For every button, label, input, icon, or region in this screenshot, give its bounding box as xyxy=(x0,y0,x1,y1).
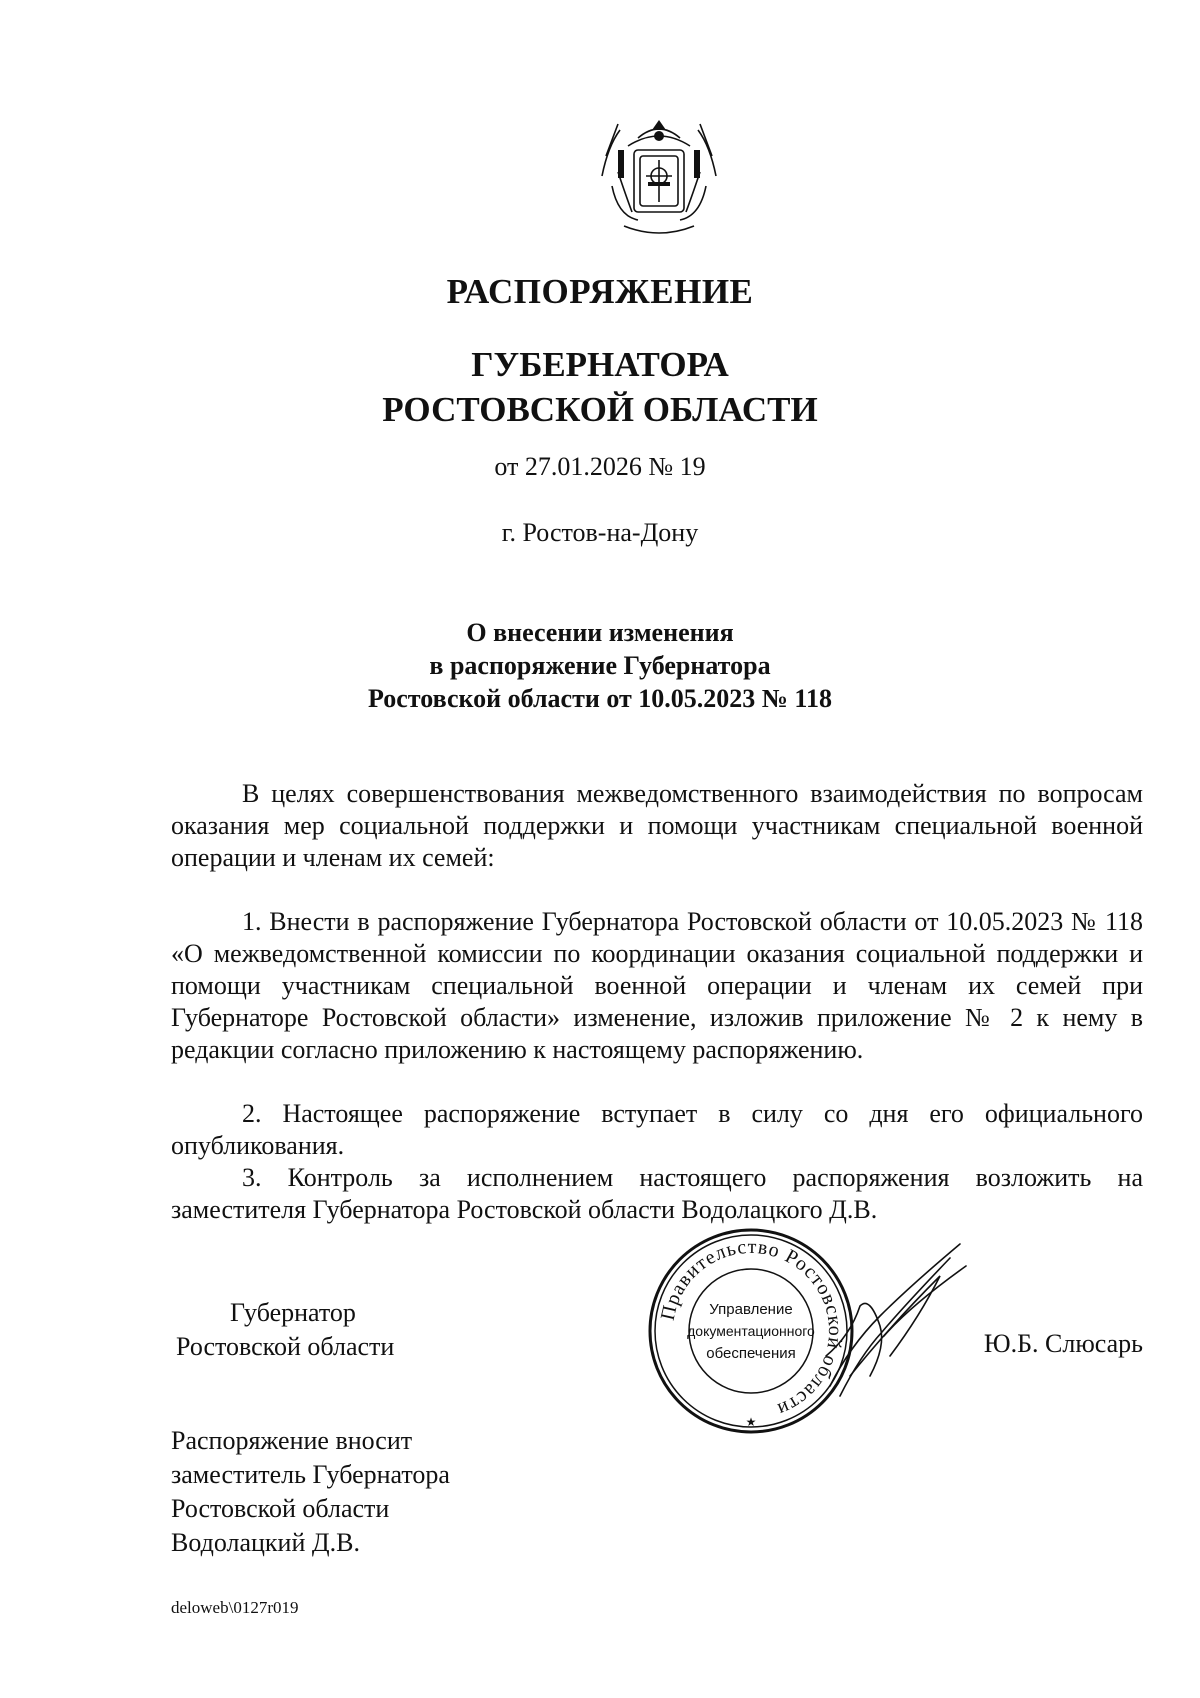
submitter-line: Ростовской области xyxy=(171,1494,390,1523)
item-paragraph-3: 3. Контроль за исполнением настоящего распоряжения возложить на заместителя Губернатора Ростовской области Водолацкого Д.В. xyxy=(171,1163,1143,1224)
document-title: РАСПОРЯЖЕНИЕ xyxy=(446,272,754,311)
seal-center-line: Управление xyxy=(709,1301,793,1318)
issuer-line: РОСТОВСКОЙ ОБЛАСТИ xyxy=(382,390,818,429)
footer-code: deloweb\0127r019 xyxy=(171,1598,299,1617)
place: г. Ростов-на-Дону xyxy=(501,518,699,547)
seal-center-line: обеспечения xyxy=(706,1345,796,1362)
date-number: от 27.01.2026 № 19 xyxy=(494,452,706,481)
subject-line: Ростовской области от 10.05.2023 № 118 xyxy=(368,684,832,713)
seal-center-line: документационного xyxy=(687,1323,815,1339)
submitter-line: заместитель Губернатора xyxy=(171,1460,450,1489)
subject-line: в распоряжение Губернатора xyxy=(429,651,771,680)
issuer-line: ГУБЕРНАТОРА xyxy=(471,345,729,384)
preamble-paragraph: В целях совершенствования межведомственного взаимодействия по вопросам оказания мер социальной поддержки и помощи участникам специальной военной операции и членам их семей: xyxy=(171,779,1143,872)
svg-text:★: ★ xyxy=(745,1415,757,1429)
signatory-title xyxy=(176,1296,394,1364)
signatory-name: Ю.Б. Слюсарь xyxy=(983,1329,1143,1358)
signatory-title-line: Губернатор xyxy=(230,1298,356,1327)
item-paragraph-1: 1. Внести в распоряжение Губернатора Ростовской области от 10.05.2023 № 118 «О межведомственной комиссии по координации оказания социальной поддержки и помощи участникам специальной военной операции и членам их семей при Губернаторе Ростовской области» изменение, изложив приложение № 2 к нему в редакции согласно приложению к настоящему распоряжению. xyxy=(171,907,1143,1064)
handwritten-signature xyxy=(820,1236,970,1406)
submitter-line: Распоряжение вносит xyxy=(171,1426,413,1455)
submitter-line: Водолацкий Д.В. xyxy=(171,1528,360,1557)
signatory-title-line: Ростовской области xyxy=(176,1332,395,1361)
submitter-block xyxy=(171,1424,450,1560)
subject-line: О внесении изменения xyxy=(466,618,734,647)
item-paragraph-2: 2. Настоящее распоряжение вступает в силу со дня его официального опубликования. xyxy=(171,1099,1143,1160)
coat-of-arms-icon xyxy=(598,116,720,242)
issuer-title xyxy=(0,342,1200,432)
seal-ring-text: Правительство Ростовской области xyxy=(656,1235,847,1421)
document-subject xyxy=(0,616,1200,715)
